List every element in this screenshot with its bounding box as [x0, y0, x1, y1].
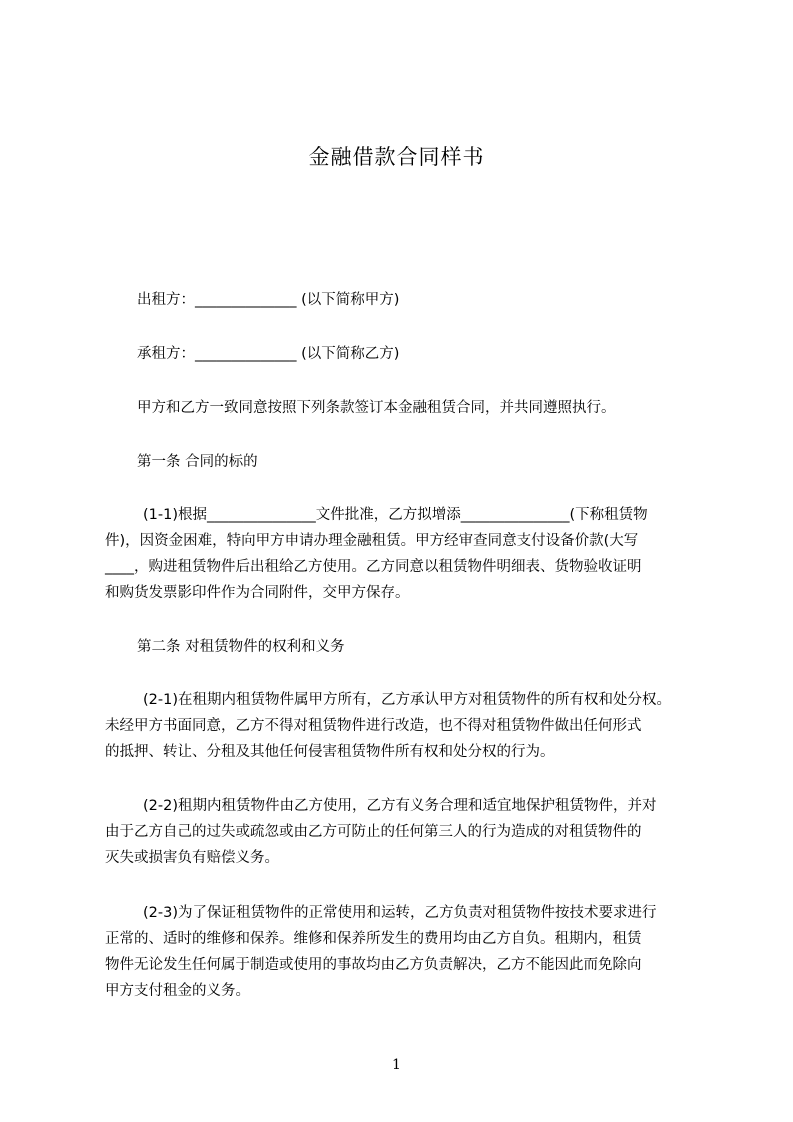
clause-2-3-line: 正常的、适时的维修和保养。维修和保养所发生的费用均由乙方自负。租期内，租赁 — [105, 931, 642, 947]
clause-1-1-line: (1-1)根据_______________文件批准，乙方拟增添_______________(下称租赁物 — [143, 507, 648, 523]
article-2-heading: 第二条 对租赁物件的权利和义务 — [137, 639, 345, 655]
lessor-line: 出租方：______________ (以下简称甲方) — [137, 292, 400, 308]
clause-1-1-line: 和购货发票影印件作为合同附件，交甲方保存。 — [105, 585, 410, 601]
clause-2-1-line: 的抵押、转让、分租及其他任何侵害租赁物件所有权和处分权的行为。 — [105, 744, 555, 760]
clause-2-1-line: (2-1)在租期内租赁物件属甲方所有，乙方承认甲方对租赁物件的所有权和处分权。 — [143, 692, 671, 708]
clause-2-2-line: 由于乙方自己的过失或疏忽或由乙方可防止的任何第三人的行为造成的对租赁物件的 — [105, 824, 642, 840]
clause-2-2-line: 灭失或损害负有赔偿义务。 — [105, 850, 279, 866]
clause-2-1-line: 未经甲方书面同意，乙方不得对租赁物件进行改造，也不得对租赁物件做出任何形式 — [105, 718, 642, 734]
article-1-heading: 第一条 合同的标的 — [137, 454, 258, 470]
clause-2-3-line: 物件无论发生任何属于制造或使用的事故均由乙方负责解决，乙方不能因此而免除向 — [105, 957, 642, 973]
clause-2-3-line: 甲方支付租金的义务。 — [105, 983, 250, 999]
intro-paragraph: 甲方和乙方一致同意按照下列条款签订本金融租赁合同，并共同遵照执行。 — [137, 400, 616, 416]
clause-1-1-line: ____，购进租赁物件后出租给乙方使用。乙方同意以租赁物件明细表、货物验收证明 — [105, 559, 642, 575]
clause-2-2-line: (2-2)租期内租赁物件由乙方使用，乙方有义务合理和适宜地保护租赁物件，并对 — [143, 798, 657, 814]
clause-1-1-line: 件)，因资金困难，特向甲方申请办理金融租赁。甲方经审查同意支付设备价款(大写 — [105, 533, 639, 549]
clause-2-3-line: (2-3)为了保证租赁物件的正常使用和运转，乙方负责对租赁物件按技术要求进行 — [143, 905, 657, 921]
page-number: 1 — [392, 1057, 401, 1073]
document-title: 金融借款合同样书 — [308, 145, 485, 169]
lessee-line: 承租方：______________ (以下简称乙方) — [137, 346, 400, 362]
